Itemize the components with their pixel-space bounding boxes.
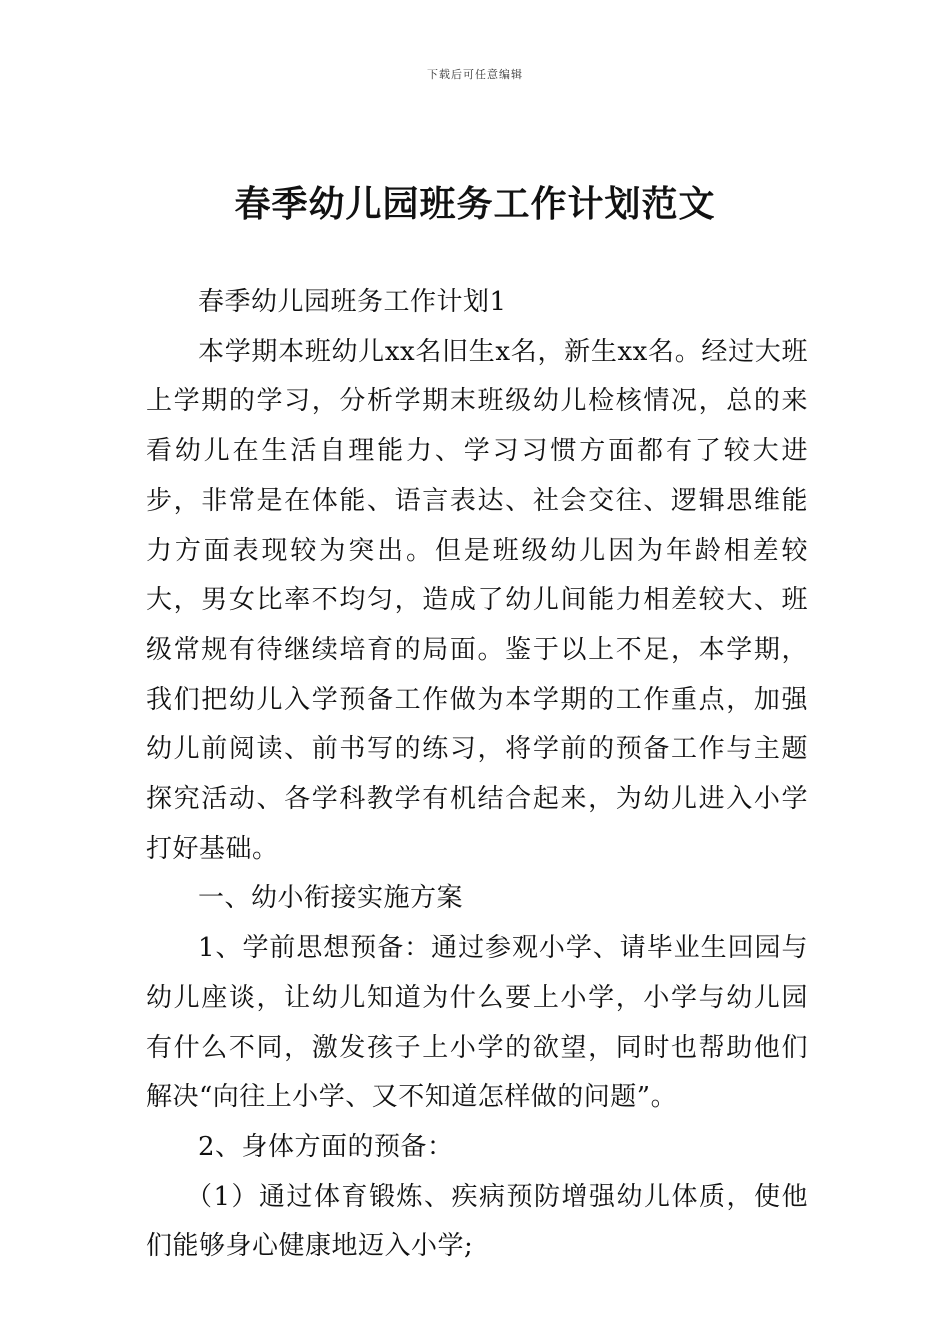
section-heading: 春季幼儿园班务工作计划1	[198, 287, 507, 317]
section-heading: 一、幼小衔接实施方案	[198, 883, 464, 914]
document-body	[146, 278, 808, 1272]
body-paragraph: 本学期本班幼儿xx名旧生x名，新生xx名。经过大班上学期的学习，分析学期末班级幼儿检核情况，总的来看幼儿在生活自理能力、学习习惯方面都有了较大进步，非常是在体能、语言表达、社会交往、逻辑思维能力方面表现较为突出。但是班级幼儿因为年龄相差较大，男女比率不均匀，造成了幼儿间能力相差较大、班级常规有待继续培育的局面。鉴于以上不足，本学期，我们把幼儿入学预备工作做为本学期的工作重点，加强幼儿前阅读、前书写的练习，将学前的预备工作与主题探究活动、各学科教学有机结合起来，为幼儿进入小学打好基础。	[146, 336, 808, 864]
body-paragraph: 1、学前思想预备：通过参观小学、请毕业生回园与幼儿座谈，让幼儿知道为什么要上小学，小学与幼儿园有什么不同，激发孩子上小学的欲望，同时也帮助他们解决“向往上小学、又不知道怎样做的问题”。	[146, 933, 808, 1113]
document-title: 春季幼儿园班务工作计划范文	[234, 184, 716, 225]
body-paragraph: 2、身体方面的预备：	[198, 1131, 454, 1162]
body-paragraph: （1）通过体育锻炼、疾病预防增强幼儿体质，使他们能够身心健康地迈入小学;	[146, 1181, 808, 1262]
header-note: 下载后可任意编辑	[427, 68, 523, 81]
